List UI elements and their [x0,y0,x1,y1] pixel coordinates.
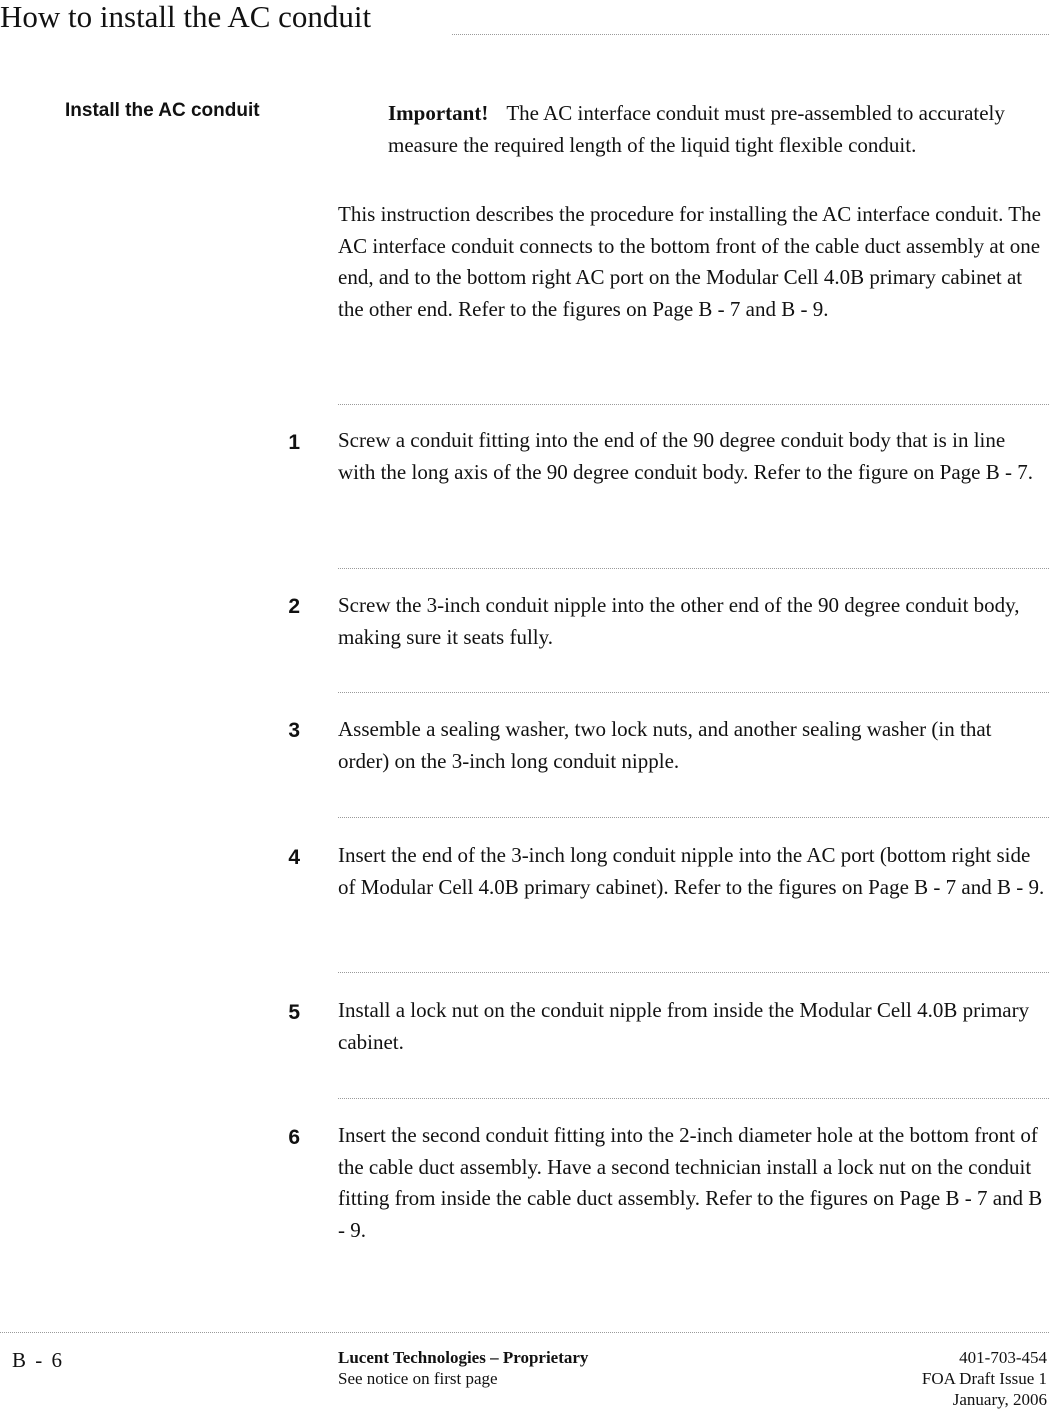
step-divider [338,404,1049,405]
step-text: Insert the second conduit fitting into the 2-inch diameter hole at the bottom front of the cable duct assembly. Have a second technician install a lock nut on the conduit fitting from inside the cable duct assembly. Refer to the figures on Page B - 7 and B - 9. [338,1123,1043,1242]
step-number: 3 [288,719,300,742]
company-proprietary: Lucent Technologies – Proprietary [338,1348,589,1367]
step-text: Insert the end of the 3-inch long conduit nipple into the AC port (bottom right side of Modular Cell 4.0B primary cabinet). Refer to the figures on Page B - 7 and B - 9. [338,843,1045,899]
footer-center [338,1347,588,1389]
doc-number: 401-703-454 [959,1348,1047,1367]
step-number: 1 [288,431,300,454]
step-number: 6 [288,1126,300,1149]
step-text: Screw a conduit fitting into the end of the 90 degree conduit body that is in line with the long axis of the 90 degree conduit body. Refer to the figure on Page B - 7. [338,428,1033,484]
page-number: B - 6 [12,1348,64,1372]
step-text: Assemble a sealing washer, two lock nuts, and another sealing washer (in that order) on the 3-inch long conduit nipple. [338,717,992,773]
issue-text: FOA Draft Issue 1 [921,1369,1047,1388]
date-text: January, 2006 [952,1390,1047,1409]
footer-right [922,1347,1047,1410]
important-note [388,98,1043,161]
intro-paragraph: This instruction describes the procedure for installing the AC interface conduit. The AC interface conduit connects to the bottom front of the cable duct assembly at one end, and to the bottom right AC port on the Modular Cell 4.0B primary cabinet at the other end. Refer to the figures on Page B - 7 and B - 9. [338,202,1041,321]
step-number: 4 [288,846,300,869]
footer-rule [0,1332,1049,1333]
important-label: Important! [388,101,489,125]
step-number: 2 [288,595,300,618]
page-title: How to install the AC conduit [0,0,372,34]
step-divider [338,817,1049,818]
header-rule [452,34,1049,35]
step-divider [338,972,1049,973]
section-heading: Install the AC conduit [65,100,260,121]
step-divider [338,568,1049,569]
step-text: Screw the 3-inch conduit nipple into the other end of the 90 degree conduit body, making sure it seats fully. [338,593,1020,649]
notice-text: See notice on first page [338,1369,498,1388]
important-text: The AC interface conduit must pre-assembled to accurately measure the required length of the liquid tight flexible conduit. [388,101,1005,157]
step-number: 5 [288,1001,300,1024]
step-divider [338,1098,1049,1099]
step-text: Install a lock nut on the conduit nipple from inside the Modular Cell 4.0B primary cabinet. [338,998,1030,1054]
step-divider [338,692,1049,693]
